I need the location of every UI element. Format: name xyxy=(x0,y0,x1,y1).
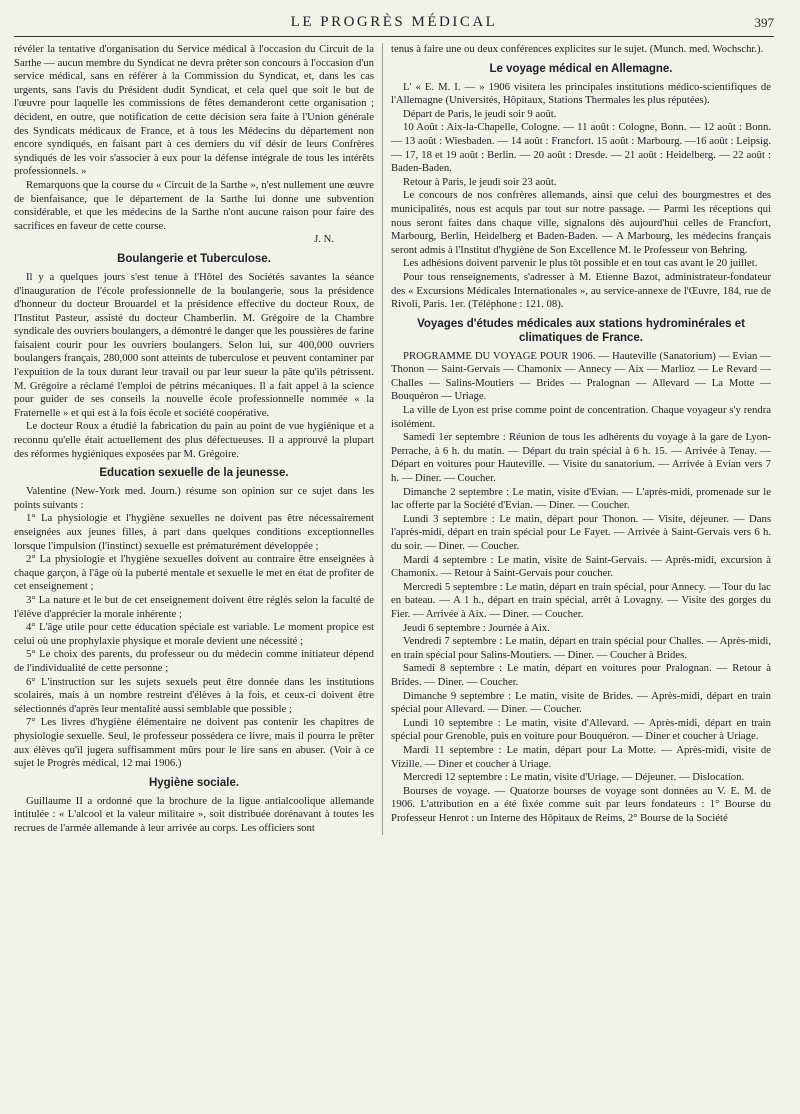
paragraph: Départ de Paris, le jeudi soir 9 août. xyxy=(403,107,557,120)
section-title: Boulangerie et Tuberculose. xyxy=(117,252,271,265)
itinerary-day: Vendredi 7 septembre : Le matin, départ en train spécial pour Challes. — Après-midi, en train spécial pour Salins-Moutiers. — Diner. — Coucher à Brides. xyxy=(391,635,771,661)
paragraph: Retour à Paris, le jeudi soir 23 août. xyxy=(403,175,557,188)
list-item: 2° La physiologie et l'hygiène sexuelles doivent au contraire être enseignées à chaque garçon, à l'âge où la puberté mentale et sexuelle le met en état de profiter de cet enseignement ; xyxy=(14,553,374,593)
itinerary-day: Lundi 10 septembre : Le matin, visite d'Allevard. — Après-midi, départ en train spécial pour Grenoble, puis en voiture pour Bouquéron. — Diner et coucher à Uriage. xyxy=(391,716,771,743)
paragraph: Bourses de voyage. — Quatorze bourses de voyage sont données au V. E. M. de 1906. L'attribution en a été fixée comme suit par leurs fondateurs : 1° Bourse du Professeur Henrot : un Interne des Hôpitaux de Reims, 2° Bourse de la Société xyxy=(391,784,771,824)
paragraph: Valentine (New-York med. Journ.) résume son opinion sur ce sujet dans les points suivants : xyxy=(14,485,374,511)
right-column xyxy=(382,43,771,835)
list-item: 4° L'âge utile pour cette éducation spéciale est variable. Le moment propice est celui où une prophylaxie physique et morale devient une nécessité ; xyxy=(14,621,374,647)
itinerary-day: Lundi 3 septembre : Le matin, départ pour Thonon. — Visite, déjeuner. — Dans l'après-midi, départ en train spécial pour Le Fayet. — Arrivée à Saint-Gervais vers 6 h. du soir. — Diner. — Coucher. xyxy=(391,512,771,552)
signature: J. N. xyxy=(314,233,334,246)
paragraph: 10 Août : Aix-la-Chapelle, Cologne. — 11 août : Cologne, Bonn. — 12 août : Bonn. — 13 août : Wiesbaden. — 14 août : Francfort. 15 août : Marbourg. —16 août : Leipsig. — 17, 18 et 19 août : Berlin. — 20 août : Dresde. — 21 août : Heidelberg. — 22 août : Baden-Baden. xyxy=(391,121,771,175)
list-item: 7° Les livres d'hygiène élémentaire ne doivent pas contenir les chapitres de physiologie sexuelle. Seul, le professeur possédera ce livre, mais il pourra le prêter aux élèves qu'il jugera suffisamment mûrs pour le lire sans en abuser. (Voir à ce sujet le Progrès médical, 12 mai 1906.) xyxy=(14,716,374,770)
paragraph: PROGRAMME DU VOYAGE POUR 1906. — Hauteville (Sanatorium) — Evian — Thonon — Saint-Gervais — Chamonix — Annecy — Aix — Marlioz — Le Revard — Challes — Salins-Moutiers — Brides — Pralognan — Allevard — La Motte — Bouquéron — Uriage. xyxy=(391,349,771,403)
itinerary-day: Dimanche 9 septembre : Le matin, visite de Brides. — Après-midi, départ en train spécial pour Allevard. — Diner. — Coucher. xyxy=(391,689,771,716)
itinerary-day: Jeudi 6 septembre : Journée à Aix. xyxy=(403,621,550,634)
paragraph: révéler la tentative d'organisation du Service médical à l'occasion du Circuit de la Sarthe — aucun membre du Syndicat ne devra prêter son concours à l'occasion d'un service médical, sans en référer à la Commission du Syndicat, et, dans les cas urgents, sans l'avis du Président dudit Syndicat, et cela quel que soit le but de l'œuvre pour laquelle les commissions de fêtes demanderont cette organisation ; décident, en outre, que notification de cette décision sera faite à l'Union générale des Syndicats médicaux de France, et à tous les Médecins du département non encore syndiqués, en faisant part à ces derniers du vif désir de leurs Confrères syndiqués de les voir s'associer à eux pour la défense intégrale de tous les intérêts professionnels. » xyxy=(14,43,374,178)
paragraph: Remarquons que la course du « Circuit de la Sarthe », n'est nullement une œuvre de bienfaisance, que le département de la Sarthe lui donne une subvention considérable, et que les médecins de la Sarthe n'ont aucune raison pour faire des sacrifices en faveur de cette course. xyxy=(14,178,374,232)
paragraph: Le concours de nos confrères allemands, ainsi que celui des bourgmestres et des municipalités, nous est acquis par tout sur notre passage. — Parmi les réceptions qui nous seront faites dans chaque ville, signalons dès aujourd'hui celles de Francfort, Marbourg, Berlin, Heidelberg et Baden-Baden. — A Marbourg, les médecins français seront admis à l'Institut d'hygiène de Son Excellence M. le Professeur von Behring. xyxy=(391,189,771,256)
itinerary-day: Mercredi 12 septembre : Le matin, visite d'Uriage. — Déjeuner. — Dislocation. xyxy=(403,771,745,784)
paragraph: tenus à faire une ou deux conférences explicites sur le sujet. (Munch. med. Wochschr.). xyxy=(391,43,764,55)
itinerary-day: Dimanche 2 septembre : Le matin, visite d'Evian. — L'après-midi, promenade sur le lac offerte par la Société d'Evian. — Diner. — Coucher. xyxy=(391,485,771,512)
section-title: Hygiène sociale. xyxy=(148,776,240,789)
itinerary-day: Mardi 11 septembre : Le matin, départ pour La Motte. — Après-midi, visite de Vizille. — Diner et coucher à Uriage. xyxy=(391,743,771,770)
journal-title: LE PROGRÈS MÉDICAL xyxy=(290,14,498,30)
itinerary-day: Samedi 8 septembre : Le matin, départ en voitures pour Pralognan. — Retour à Brides. — Diner. — Coucher. xyxy=(391,662,771,688)
itinerary-day: Mercredi 5 septembre : Le matin, départ en train spécial, pour Annecy. — Tour du lac en bateau. — A 1 h., départ en train spécial, arrêt à Lovagny. — Visite des gorges du Fier. — Arrivée à Aix. — Diner. — Coucher. xyxy=(391,580,771,620)
two-column-body xyxy=(14,43,774,835)
section-title: Le voyage médical en Allemagne. xyxy=(489,62,673,75)
left-column xyxy=(14,43,374,835)
section-title: Voyages d'études médicales aux stations hydrominérales et climatiques de France. xyxy=(417,317,745,344)
list-item: 5° Le choix des parents, du professeur ou du médecin comme initiateur dépend de l'individualité de cette personne ; xyxy=(14,648,374,674)
section-title: Education sexuelle de la jeunesse. xyxy=(99,467,289,480)
list-item: 3° La nature et le but de cet enseignement doivent être réglés selon la faculté de l'élève d'apprécier la morale inhérente ; xyxy=(14,593,374,620)
paragraph: Guillaume II a ordonné que la brochure de la ligue antialcoolique allemande intitulée : « L'alcool et la valeur militaire », soit distribuée dorénavant à toutes les recrues de l'armée allemande à leur arrivée au corps. Les officiers sont xyxy=(14,794,374,834)
paragraph: La ville de Lyon est prise comme point de concentration. Chaque voyageur s'y rendra isolément. xyxy=(391,404,771,430)
page-number: 397 xyxy=(754,15,774,30)
list-item: 1° La physiologie et l'hygiène sexuelles ne doivent pas être nécessairement enseignées aux jeunes filles, à part dans quelques conditions exceptionnelles lorsque l'impulsion (l'instinct) sexuelle est prématurément développée ; xyxy=(14,512,374,552)
paragraph: Les adhésions doivent parvenir le plus tôt possible et en tout cas avant le 20 juillet. xyxy=(403,257,758,270)
paragraph: Il y a quelques jours s'est tenue à l'Hôtel des Sociétés savantes la séance d'inauguration de l'école professionnelle de la boulangerie, sous la présidence d'honneur du docteur Brouardel et la présidence effective du docteur Roux, de l'Institut Pasteur, assisté du docteur Chamberlin. M. Grégoire de la Chambre syndicale des ouvriers boulangers, a démontré le danger que les poussières de farine faisaient courir pour les ouvriers boulangers. Selon lui, sur 400,000 ouvriers boulangers français, 280,000 sont atteints de tuberculose et peuvent contaminer par l'expuition de la toux durant leur travail ou par leur sueur la pâte qu'ils pétrissent. M. Grégoire a réclamé l'emploi de pétrins mécaniques. Il a fait appel à la science pour guider de ses conseils la nouvelle école professionnelle nommée « la Fraternelle » et qui est à la fois école et société coopérative. xyxy=(14,270,374,419)
paragraph: Le docteur Roux a étudié la fabrication du pain au point de vue hygiénique et a reconnu qu'elle était actuellement des plus défectueuses. Il a approuvé la plupart des réformes hygiéniques exposées par M. Grégoire. xyxy=(14,420,374,460)
page-header xyxy=(14,14,774,37)
list-item: 6° L'instruction sur les sujets sexuels peut être donnée dans les institutions scolaires, mais à un nombre restreint d'élèves à la fois, et ceux-ci doivent être sélectionnés d'après leur mentalité aussi semblable que possible ; xyxy=(14,675,374,715)
paragraph: L' « E. M. I. — » 1906 visitera les principales institutions médico-scientifiques de l'Allemagne (Universités, Hôpitaux, Stations Thermales les plus réputées). xyxy=(391,80,771,107)
itinerary-day: Mardi 4 septembre : Le matin, visite de Saint-Gervais. — Après-midi, excursion à Chamonix. — Retour à Saint-Gervais pour coucher. xyxy=(391,553,771,580)
paragraph: Pour tous renseignements, s'adresser à M. Etienne Bazot, administrateur-fondateur des « Excursions Médicales Internationales », au service-annexe de l'Œuvre, 184, rue de Rivoli, Paris. 1er. (Téléphone : 121. 08). xyxy=(391,270,771,311)
itinerary-day: Samedi 1er septembre : Réunion de tous les adhérents du voyage à la gare de Lyon-Perrache, à 6 h. du matin. — Départ du train spécial à 6 h. 15. — Arrivée à Tenay. — Départ en voitures pour Hauteville. — Visite du sanatorium. — Arrivée à Evian vers 7 h. — Diner. — Coucher. xyxy=(391,431,771,485)
